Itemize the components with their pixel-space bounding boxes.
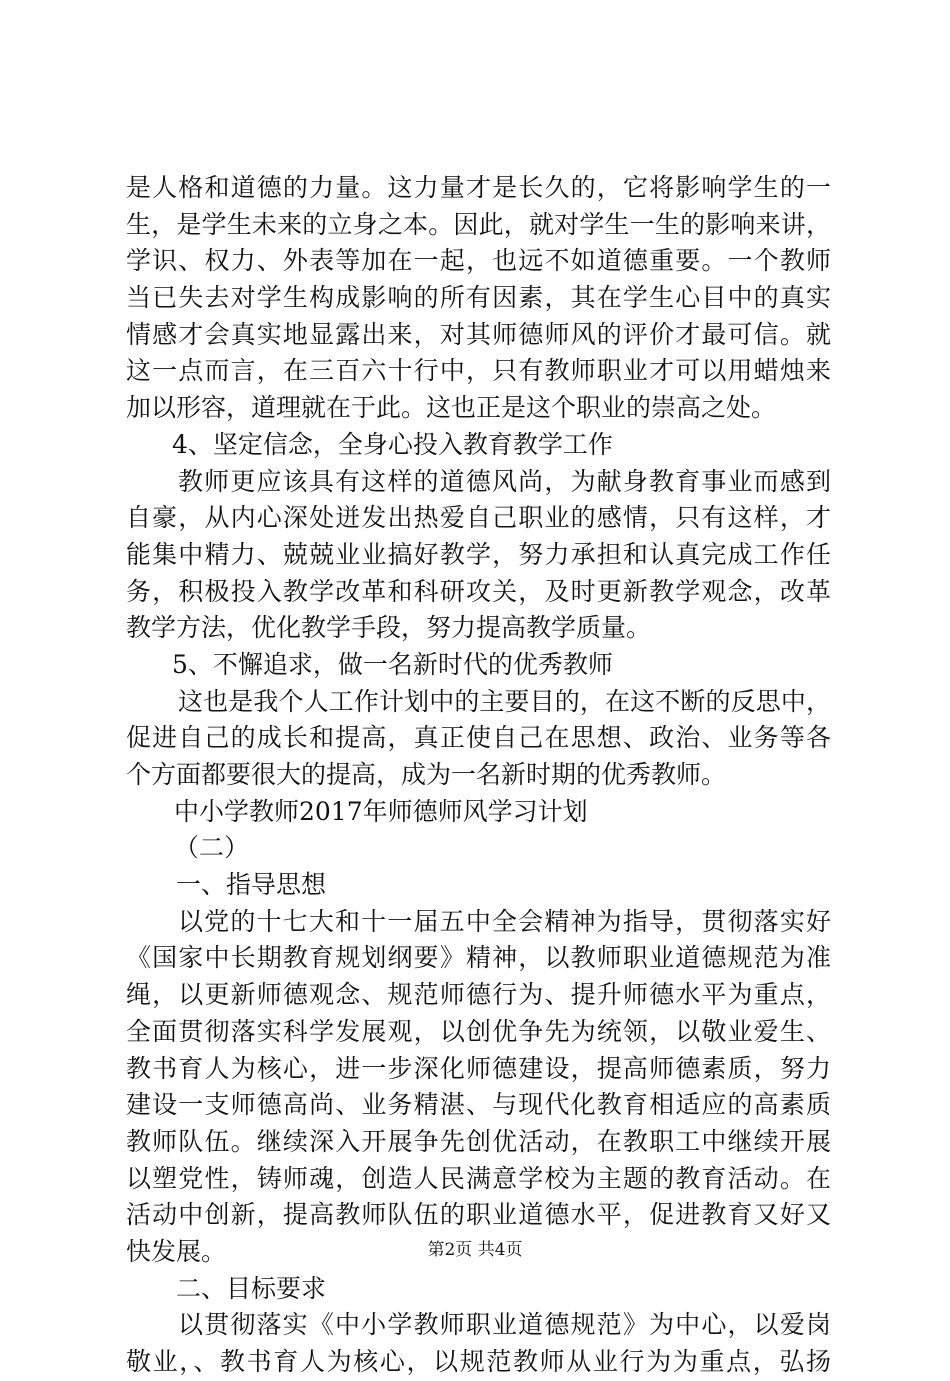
text-line: 活动中创新，提高教师队伍的职业道德水平，促进教育又好又 — [126, 1200, 831, 1230]
text-line: 这一点而言，在三百六十行中，只有教师职业才可以用蜡烛来 — [126, 356, 831, 386]
section-heading: 一、指导思想 — [176, 870, 327, 900]
document-subtitle: （二） — [174, 833, 250, 863]
text-line: 是人格和道德的力量。这力量才是长久的，它将影响学生的一 — [126, 173, 831, 202]
page-footer: 第2页 共4页 — [427, 1240, 523, 1260]
text-line: 建设一支师德高尚、业务精湛、与现代化教育相适应的高素质 — [126, 1090, 831, 1120]
text-line: 情感才会真实地显露出来，对其师德师风的评价才最可信。就 — [126, 319, 831, 349]
text-line: 学识、权力、外表等加在一起，也远不如道德重要。一个教师 — [126, 246, 831, 276]
text-line: 绳，以更新师德观念、规范师德行为、提升师德水平为重点， — [126, 980, 831, 1010]
text-line: 全面贯彻落实科学发展观，以创优争先为统领，以敬业爱生、 — [126, 1016, 831, 1046]
text-line: 务，积极投入教学改革和科研攻关，及时更新教学观念，改革 — [126, 576, 831, 606]
text-line: 以塑党性，铸师魂，创造人民满意学校为主题的教育活动。在 — [126, 1163, 831, 1193]
text-line: 加以形容，道理就在于此。这也正是这个职业的崇高之处。 — [126, 393, 777, 423]
text-line: 敬业，、教书育人为核心，以规范教师从业行为为重点，弘扬 — [126, 1347, 831, 1376]
text-line: 《国家中长期教育规划纲要》精神，以教师职业道德规范为准 — [126, 943, 831, 973]
text-line: 教师队伍。继续深入开展争先创优活动，在教职工中继续开展 — [126, 1126, 831, 1156]
text-line: 当已失去对学生构成影响的所有因素，其在学生心目中的真实 — [126, 283, 831, 313]
document-title: 中小学教师2017年师德师风学习计划 — [174, 796, 588, 826]
document-body — [126, 170, 831, 1381]
section-heading: 5、不懈追求，做一名新时代的优秀教师 — [172, 649, 613, 679]
section-heading: 4、坚定信念，全身心投入教育教学工作 — [172, 429, 613, 459]
text-line: 教师更应该具有这样的道德风尚，为献身教育事业而感到 — [178, 466, 831, 496]
text-line: 能集中精力、兢兢业业搞好教学，努力承担和认真完成工作任 — [126, 539, 831, 569]
section-heading: 二、目标要求 — [176, 1273, 327, 1303]
text-line: 促进自己的成长和提高，真正使自己在思想、政治、业务等各 — [126, 723, 831, 753]
text-line: 教学方法，优化教学手段，努力提高教学质量。 — [126, 613, 652, 643]
text-line: 以党的十七大和十一届五中全会精神为指导，贯彻落实好 — [178, 906, 831, 936]
text-line: 这也是我个人工作计划中的主要目的，在这不断的反思中， — [178, 686, 831, 716]
text-line: 自豪，从内心深处迸发出热爱自己职业的感情，只有这样，才 — [126, 503, 831, 533]
text-line: 快发展。 — [126, 1236, 227, 1266]
text-line: 生，是学生未来的立身之本。因此，就对学生一生的影响来讲， — [126, 209, 831, 239]
text-line: 个方面都要很大的提高，成为一名新时期的优秀教师。 — [126, 760, 727, 789]
text-line: 以贯彻落实《中小学教师职业道德规范》为中心，以爱岗 — [178, 1310, 831, 1340]
text-line: 教书育人为核心，进一步深化师德建设，提高师德素质，努力 — [126, 1053, 831, 1083]
